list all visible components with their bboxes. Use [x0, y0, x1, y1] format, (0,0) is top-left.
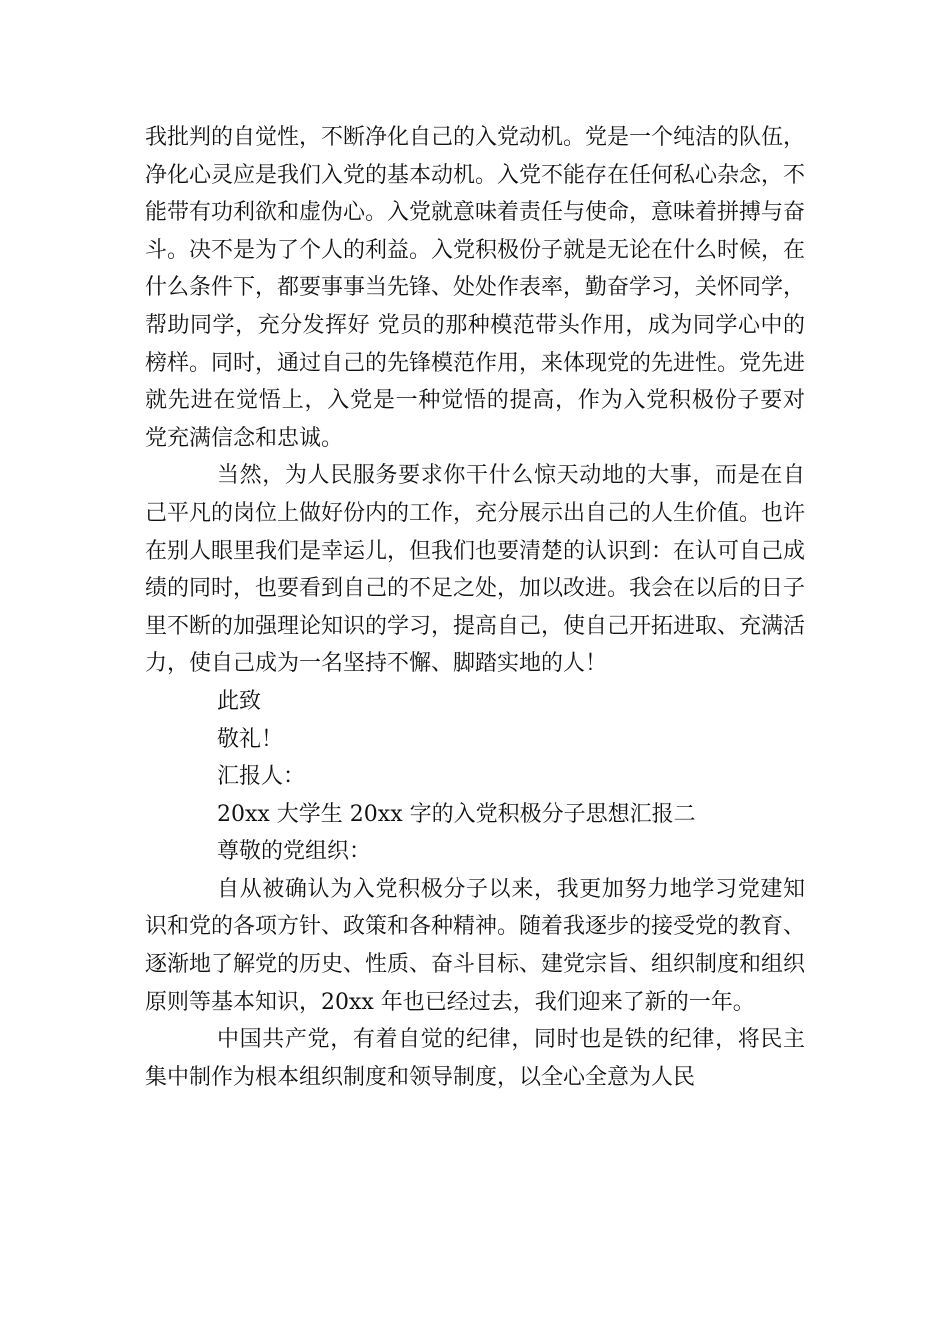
paragraph-continued: 我批判的自觉性，不断净化自己的入党动机。党是一个纯洁的队伍，净化心灵应是我们入党的基本动机。入党不能存在任何私心杂念，不能带有功利欲和虚伪心。入党就意味着责任与使命，意味着拼搏与奋斗。决不是为了个人的利益。入党积极份子就是无论在什么时候，在什么条件下，都要事事当先锋、处处作表率，勤奋学习，关怀同学，帮助同学，充分发挥好 党员的那种模范带头作用，成为同学心中的榜样。同时，通过自己的先锋模范作用，来体现党的先进性。党先进就先进在觉悟上，入党是一种觉悟的提高，作为入党积极份子要对 党充满信念和忠诚。	[145, 125, 806, 451]
greeting: 尊敬的党组织：	[217, 839, 372, 865]
document-body	[145, 119, 805, 1096]
paragraph-since-confirmed: 自从被确认为入党积极分子以来，我更加努力地学习党建知识和党的各项方针、政策和各种精神。随着我逐步的接受党的教育、逐渐地了解党的历史、性质、奋斗目标、建党宗旨、组织制度和组织原则等基本知识，20xx 年也已经过去，我们迎来了新的一年。	[145, 876, 806, 1015]
closing-salutation: 此致	[217, 688, 262, 714]
paragraph-service: 当然，为人民服务要求你干什么惊天动地的大事，而是在自己平凡的岗位上做好份内的工作，充分展示出自己的人生价值。也许在别人眼里我们是幸运儿，但我们也要清楚的认识到：在认可自己成绩的同时，也要看到自己的不足之处，加以改进。我会在以后的日子里不断的加强理论知识的学习，提高自己，使自己开拓进取、充满活力，使自己成为一名坚持不懈、脚踏实地的人！	[145, 463, 806, 677]
closing-respect: 敬礼！	[217, 726, 284, 752]
section-title: 20xx 大学生 20xx 字的入党积极分子思想汇报二	[217, 801, 696, 827]
paragraph-party-discipline: 中国共产党，有着自觉的纪律，同时也是铁的纪律，将民主集中制作为根本组织制度和领导制度，以全心全意为人民	[145, 1027, 805, 1090]
reporter-label: 汇报人：	[217, 764, 306, 790]
